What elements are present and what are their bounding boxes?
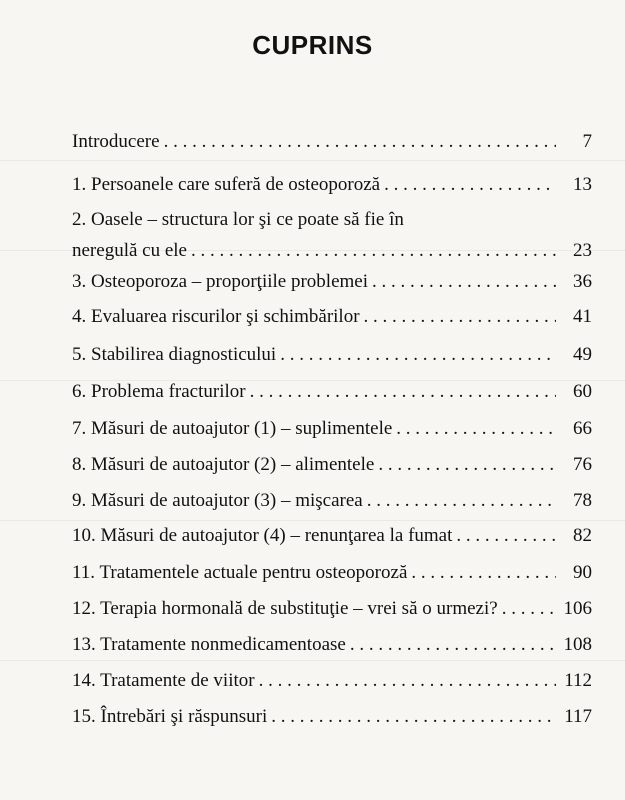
toc-entry — [72, 380, 592, 404]
toc-entry-label: 1. Persoanele care suferă de osteoporoză — [72, 174, 381, 195]
toc-entry-label: 3. Osteoporoza – proporţiile problemei — [72, 271, 369, 292]
toc-entry — [72, 270, 592, 294]
toc-entry — [72, 417, 592, 441]
toc-entry-label: 11. Tratamentele actuale pentru osteoporoză — [72, 562, 408, 583]
dot-leader — [502, 597, 556, 621]
toc-entry-label: 15. Întrebări şi răspunsuri — [72, 706, 268, 727]
toc-entry-page: 82 — [573, 525, 592, 546]
dot-leader — [367, 489, 556, 513]
dot-leader — [280, 343, 556, 367]
page-title: CUPRINS — [252, 30, 373, 60]
toc-entry — [72, 633, 592, 657]
toc-entry-page: 106 — [563, 598, 592, 619]
dot-leader — [271, 705, 556, 729]
dot-leader — [378, 453, 556, 477]
toc-entry — [72, 597, 592, 621]
toc-entry-label: 10. Măsuri de autoajutor (4) – renunţarea la fumat — [72, 525, 453, 546]
toc-entry-label: 12. Terapia hormonală de substituţie – vrei să o urmezi? — [72, 598, 498, 619]
dot-leader — [384, 173, 556, 197]
toc-entry — [72, 208, 592, 263]
toc-entry-page: 76 — [573, 454, 592, 475]
toc-entry-page: 112 — [564, 670, 592, 691]
toc-entry-page: 78 — [573, 490, 592, 511]
dot-leader — [411, 561, 556, 585]
toc-entry-page: 66 — [573, 418, 592, 439]
toc-entry — [72, 130, 592, 154]
toc-entry-label: 14. Tratamente de viitor — [72, 670, 255, 691]
toc-entry — [72, 173, 592, 197]
toc-entry-page: 117 — [564, 706, 592, 727]
dot-leader — [350, 633, 556, 657]
toc-entry-label: neregulă cu ele — [72, 240, 187, 261]
toc-entry-page: 13 — [573, 174, 592, 195]
toc-entry-page: 41 — [573, 306, 592, 327]
dot-leader — [364, 305, 556, 329]
toc-entry-label: 13. Tratamente nonmedicamentoase — [72, 634, 346, 655]
toc-entry-page: 23 — [573, 240, 592, 261]
bleed-through-line — [0, 160, 625, 161]
dot-leader — [250, 380, 556, 404]
toc-entry — [72, 305, 592, 329]
toc-entry-page: 60 — [573, 381, 592, 402]
dot-leader — [259, 669, 556, 693]
toc-entry-page: 108 — [563, 634, 592, 655]
toc-entry-label: 4. Evaluarea riscurilor şi schimbărilor — [72, 306, 360, 327]
toc-entry-page: 90 — [573, 562, 592, 583]
toc-entry-label: 9. Măsuri de autoajutor (3) – mişcarea — [72, 490, 363, 511]
toc-entry — [72, 453, 592, 477]
toc-entry-label: 6. Problema fracturilor — [72, 381, 246, 402]
toc-entry-label: 7. Măsuri de autoajutor (1) – suplimentele — [72, 418, 393, 439]
toc-entry — [72, 669, 592, 693]
toc-entry-label-line1: 2. Oasele – structura lor şi ce poate să fie în — [72, 209, 404, 230]
toc-entry-page: 49 — [573, 344, 592, 365]
toc-entry-page: 36 — [573, 271, 592, 292]
dot-leader — [396, 417, 556, 441]
toc-entry-label: 5. Stabilirea diagnosticului — [72, 344, 277, 365]
toc-entry — [72, 705, 592, 729]
dot-leader — [164, 130, 556, 154]
toc-entry — [72, 343, 592, 367]
bleed-through-line — [0, 520, 625, 521]
toc-entry-label: Introducere — [72, 131, 160, 152]
toc-entry-label: 8. Măsuri de autoajutor (2) – alimentele — [72, 454, 375, 475]
toc-entry — [72, 489, 592, 513]
dot-leader — [191, 239, 556, 263]
toc-entry — [72, 524, 592, 548]
toc-entry — [72, 561, 592, 585]
toc-entry-page: 7 — [582, 131, 592, 152]
dot-leader — [372, 270, 556, 294]
dot-leader — [456, 524, 556, 548]
bleed-through-line — [0, 660, 625, 661]
